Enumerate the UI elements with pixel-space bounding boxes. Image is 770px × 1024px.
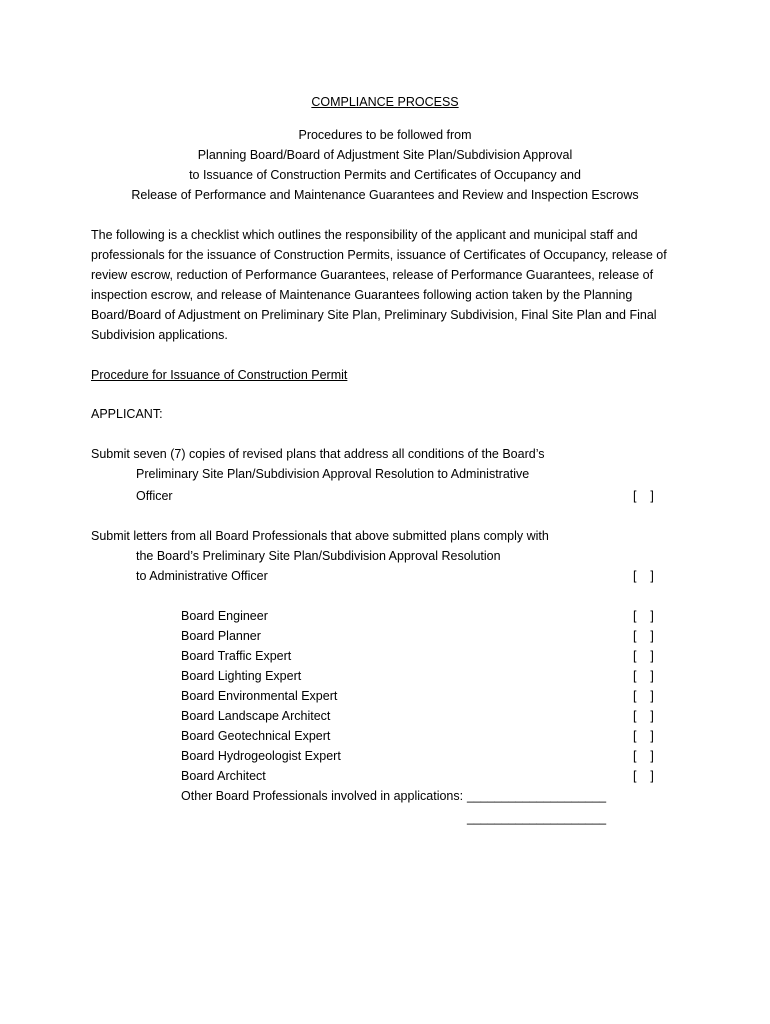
intro-line: The following is a checklist which outlines the responsibility of the applicant and municipal staff and [91,228,638,242]
other-professionals-blank-1[interactable]: ____________________ [467,789,607,803]
other-professionals-blank-2[interactable]: ____________________ [467,811,607,825]
item1-line: Submit seven (7) copies of revised plans that address all conditions of the Board’s [91,447,545,461]
intro-line: review escrow, reduction of Performance Guarantees, release of Performance Guarantees, release of [91,268,654,282]
item2-checkbox[interactable]: [ ] [633,569,654,583]
professional-checkbox-engineer[interactable]: [ ] [633,609,654,623]
document-title: COMPLIANCE PROCESS [311,95,459,109]
professional-label-architect: Board Architect [181,769,266,783]
professional-label-engineer: Board Engineer [181,609,268,623]
professional-label-lighting: Board Lighting Expert [181,669,302,683]
item2-line: Submit letters from all Board Professionals that above submitted plans comply with [91,529,549,543]
professional-checkbox-traffic[interactable]: [ ] [633,649,654,663]
professional-checkbox-landscape[interactable]: [ ] [633,709,654,723]
applicant-label: APPLICANT: [91,407,163,421]
item2-line: the Board’s Preliminary Site Plan/Subdivision Approval Resolution [136,549,501,563]
section-heading: Procedure for Issuance of Construction Permit [91,368,348,382]
professional-label-environmental: Board Environmental Expert [181,689,338,703]
subtitle-line: Planning Board/Board of Adjustment Site Plan/Subdivision Approval [197,148,573,162]
professional-checkbox-geotechnical[interactable]: [ ] [633,729,654,743]
professional-checkbox-architect[interactable]: [ ] [633,769,654,783]
professional-label-planner: Board Planner [181,629,261,643]
item1-line: Preliminary Site Plan/Subdivision Approval Resolution to Administrative [136,467,530,481]
professional-label-hydrogeologist: Board Hydrogeologist Expert [181,749,341,763]
intro-line: Subdivision applications. [91,328,228,342]
professional-checkbox-lighting[interactable]: [ ] [633,669,654,683]
professional-checkbox-hydrogeologist[interactable]: [ ] [633,749,654,763]
professional-label-landscape: Board Landscape Architect [181,709,331,723]
professional-checkbox-environmental[interactable]: [ ] [633,689,654,703]
subtitle-line: Procedures to be followed from [298,128,472,142]
professional-label-traffic: Board Traffic Expert [181,649,292,663]
item1-checkbox[interactable]: [ ] [633,489,654,503]
item2-line: to Administrative Officer [136,569,268,583]
professional-checkbox-planner[interactable]: [ ] [633,629,654,643]
intro-line: inspection escrow, and release of Maintenance Guarantees following action taken by the Planning [91,288,633,302]
professional-label-geotechnical: Board Geotechnical Expert [181,729,331,743]
item1-line: Officer [136,489,173,503]
other-professionals-label: Other Board Professionals involved in applications: [181,789,464,803]
subtitle-line: Release of Performance and Maintenance Guarantees and Review and Inspection Escrows [131,188,639,202]
intro-line: Board/Board of Adjustment on Preliminary Site Plan, Preliminary Subdivision, Final Site Plan and Final [91,308,657,322]
intro-line: professionals for the issuance of Construction Permits, issuance of Certificates of Occupancy, release of [91,248,667,262]
subtitle-line: to Issuance of Construction Permits and Certificates of Occupancy and [189,168,581,182]
